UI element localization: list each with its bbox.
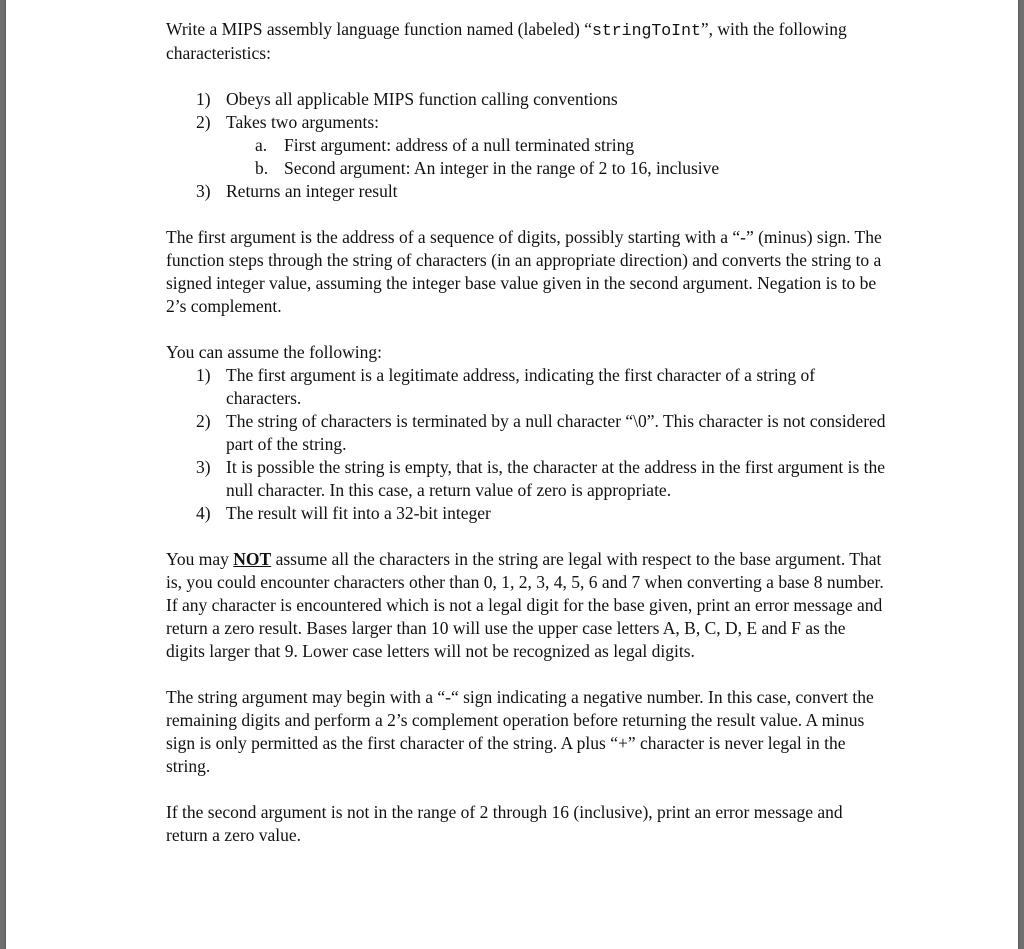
list-text: First argument: address of a null terminated string: [284, 135, 635, 155]
list-letter: b.: [255, 158, 269, 178]
legal-characters-paragraph: [166, 548, 886, 663]
list-item: [166, 456, 886, 502]
list-text: Obeys all applicable MIPS function calling conventions: [226, 89, 618, 109]
list-text: The first argument is a legitimate address, indicating the first character of a string of characters.: [226, 365, 816, 408]
base-range-paragraph: If the second argument is not in the range of 2 through 16 (inclusive), print an error message and return a zero value.: [166, 802, 843, 845]
list-item: [166, 88, 886, 111]
minus-sign-paragraph: The string argument may begin with a “-“ sign indicating a negative number. In this case, convert the remaining digits and perform a 2’s complement operation before returning the result value. A minus sign is only permitted as the first character of the string. A plus “+” character is never legal in the string.: [166, 687, 874, 776]
emphasis-not: NOT: [233, 549, 272, 569]
list-text: It is possible the string is empty, that is, the character at the address in the first argument is the null character. In this case, a return value of zero is appropriate.: [226, 457, 886, 500]
list-number: 3): [196, 457, 211, 477]
list-item: [166, 134, 886, 157]
assumptions-list: [166, 364, 886, 525]
list-number: 2): [196, 411, 211, 431]
list-text: Returns an integer result: [226, 181, 398, 201]
characteristics-list: [166, 88, 886, 134]
list-item: [166, 157, 886, 180]
list-number: 1): [196, 365, 211, 385]
list-item: [166, 364, 886, 410]
legal-text-pre: You may: [166, 549, 234, 569]
list-text: The string of characters is terminated by a null character “\0”. This character is not considered part of the string.: [226, 411, 886, 454]
document-content: [166, 18, 886, 847]
list-item: [166, 502, 886, 525]
list-item: [166, 180, 886, 203]
document-page: [6, 0, 1018, 949]
first-argument-paragraph: The first argument is the address of a sequence of digits, possibly starting with a “-” (minus) sign. The function steps through the string of characters (in an appropriate direction) and converts the string to a signed integer value, assuming the integer base value given in the second argument. Negation is to be 2’s complement.: [166, 227, 882, 316]
function-name-code: stringToInt: [591, 21, 701, 40]
legal-text-post: assume all the characters in the string are legal with respect to the base argument. That is, you could encounter characters other than 0, 1, 2, 3, 4, 5, 6 and 7 when converting a base 8 number. If any character is encountered which is not a legal digit for the base given, print an error message and return a zero result. Bases larger than 10 will use the upper case letters A, B, C, D, E and F as the digits larger that 9. Lower case letters will not be recognized as legal digits.: [166, 549, 884, 661]
list-number: 3): [196, 181, 211, 201]
list-number: 2): [196, 112, 211, 132]
arguments-list: [166, 134, 886, 180]
list-text: Takes two arguments:: [226, 112, 380, 132]
list-item: [166, 111, 886, 134]
list-text: Second argument: An integer in the range of 2 to 16, inclusive: [284, 158, 720, 178]
intro-text-pre: Write a MIPS assembly language function named (labeled) “: [166, 19, 592, 39]
intro-paragraph: [166, 18, 886, 65]
assumptions-heading: You can assume the following:: [166, 342, 382, 362]
list-number: 1): [196, 89, 211, 109]
list-letter: a.: [255, 135, 268, 155]
list-text: The result will fit into a 32-bit integer: [226, 503, 491, 523]
list-item: [166, 410, 886, 456]
intro-text-post: ”, with the following characteristics:: [166, 19, 847, 63]
characteristics-list-continued: [166, 180, 886, 203]
list-number: 4): [196, 503, 211, 523]
